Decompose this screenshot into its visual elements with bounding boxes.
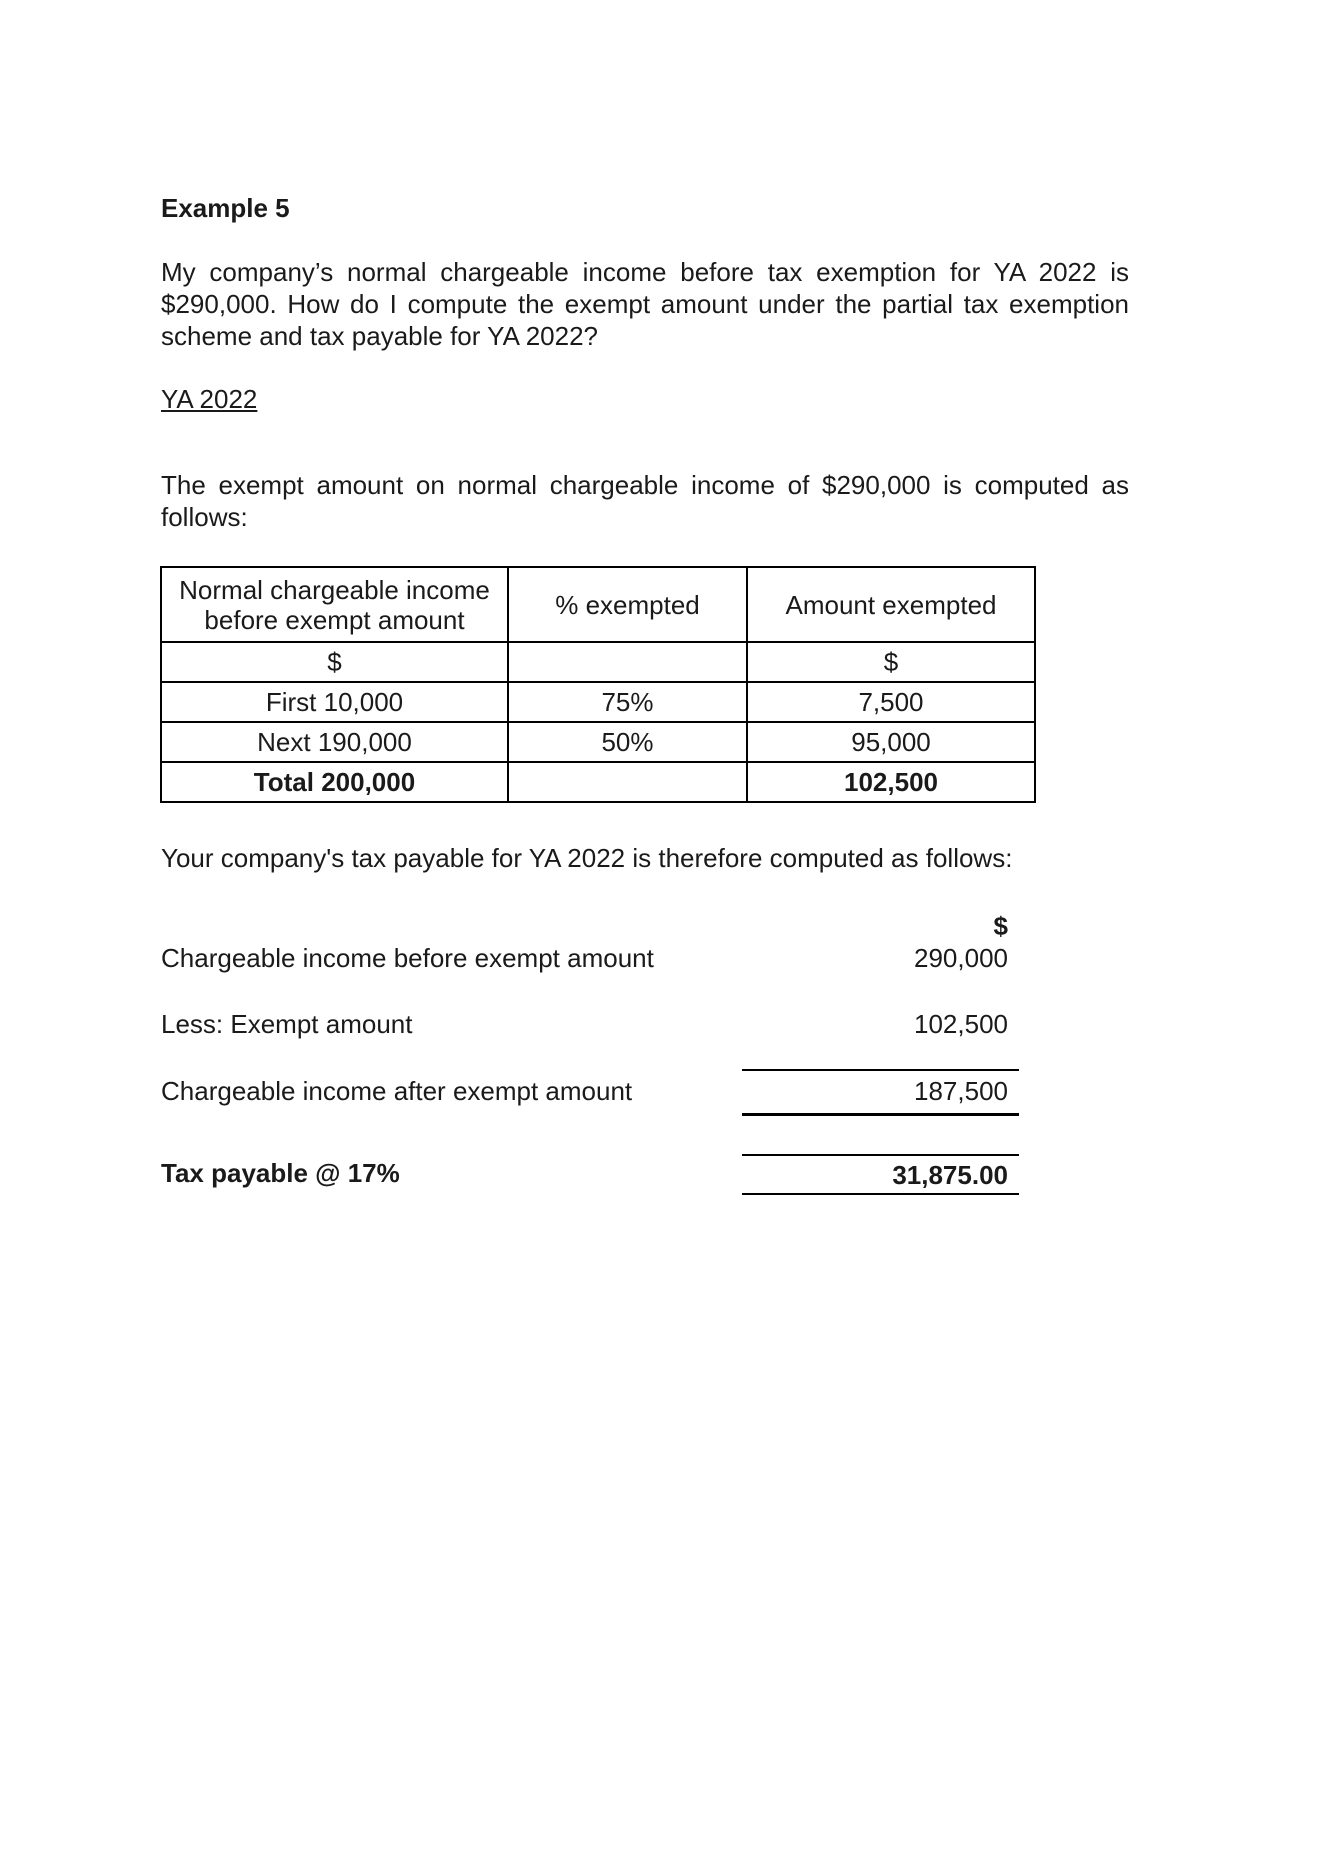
unit-cell: $ <box>747 642 1035 682</box>
computation-label: Chargeable income after exempt amount <box>161 1076 633 1106</box>
computation-label: Less: Exempt amount <box>161 1009 413 1039</box>
table-cell: 50% <box>508 722 747 762</box>
col-header-amount: Amount exempted <box>747 567 1035 642</box>
tax-payable-value: 31,875.00 <box>892 1160 1008 1190</box>
year-subheading: YA 2022 <box>161 384 258 414</box>
table-units-row <box>161 642 1035 682</box>
exemption-table <box>160 566 1036 803</box>
currency-header: $ <box>993 911 1008 941</box>
computation-value: 290,000 <box>914 943 1008 973</box>
table-cell: 102,500 <box>747 762 1035 802</box>
table-cell <box>508 762 747 802</box>
total-rule <box>742 1154 1019 1156</box>
table-total-row <box>161 762 1035 802</box>
table-cell: 75% <box>508 682 747 722</box>
computation-value: 187,500 <box>914 1076 1008 1106</box>
table-header-row <box>161 567 1035 642</box>
example-heading: Example 5 <box>161 193 290 223</box>
unit-cell: $ <box>161 642 508 682</box>
table-cell: Total 200,000 <box>161 762 508 802</box>
subtotal-rule <box>742 1069 1019 1071</box>
subtotal-underline <box>742 1113 1019 1116</box>
computation-label: Chargeable income before exempt amount <box>161 943 654 973</box>
computation-intro: Your company's tax payable for YA 2022 is therefore computed as follows: <box>161 843 1013 873</box>
tax-payable-label: Tax payable @ 17% <box>161 1158 400 1188</box>
table-cell: First 10,000 <box>161 682 508 722</box>
table-cell: Next 190,000 <box>161 722 508 762</box>
col-header-income: Normal chargeable income before exempt amount <box>161 567 508 642</box>
table-cell: 95,000 <box>747 722 1035 762</box>
table-row <box>161 682 1035 722</box>
table-cell: 7,500 <box>747 682 1035 722</box>
intro-paragraph: The exempt amount on normal chargeable income of $290,000 is computed as follows: <box>161 470 1129 532</box>
computation-value: 102,500 <box>914 1009 1008 1039</box>
unit-cell <box>508 642 747 682</box>
question-paragraph: My company’s normal chargeable income before tax exemption for YA 2022 is $290,000. How do I compute the exempt amount under the partial tax exemption scheme and tax payable for YA 2022? <box>161 257 1129 351</box>
total-underline <box>742 1193 1019 1195</box>
col-header-percent: % exempted <box>508 567 747 642</box>
table-row <box>161 722 1035 762</box>
